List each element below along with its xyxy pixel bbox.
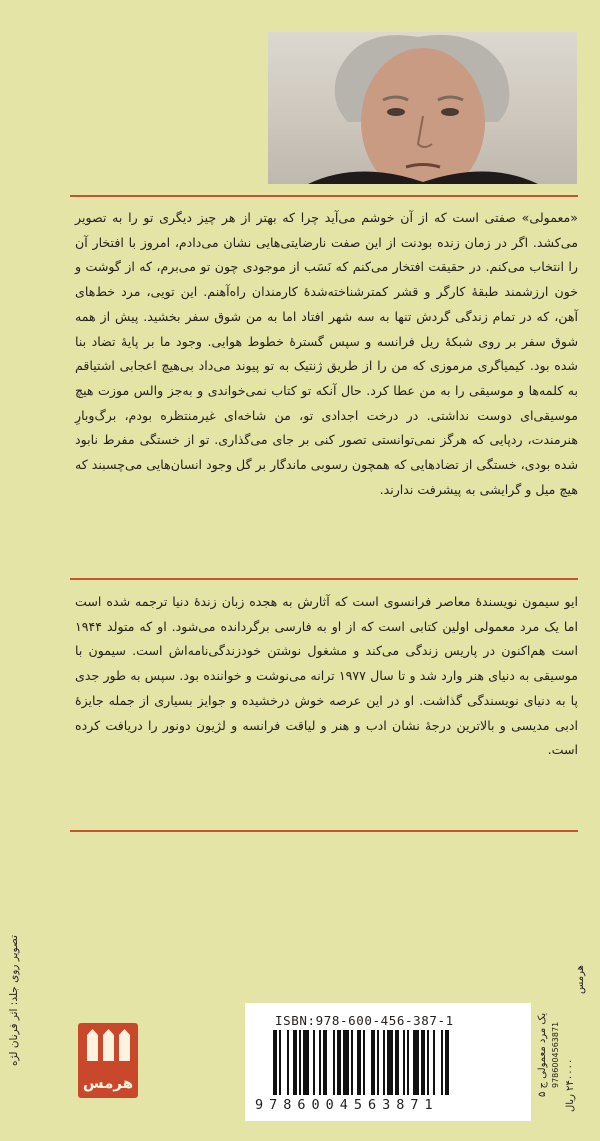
author-bio-paragraph: ایو سیمون نویسندهٔ معاصر فرانسوی است که آثارش به هجده زبان زندهٔ دنیا ترجمه شده است اما یک مرد معمولی اولین کتابی است که از او به فارسی برگردانده می‌شود. او که متولد ۱۹۴۴ است هم‌اکنون در پاریس زندگی می‌کند و مشغول نوشتن خودزندگی‌نامه‌اش است. سیمون با موسیقی به دنیای هنر وارد شد و تا سال ۱۹۷۷ ترانه می‌نوشت و خواننده بود. سپس به طور جدی پا به دنیای نویسندگی گذاشت. او در این عرصه خوش درخشیده و جوایز بسیاری از جمله جایزهٔ ادبی مدیسی و بالاترین درجهٔ نشان ادب و هنر و لیاقت فرانسه و لژیون دونور را دریافت کرده است. [75, 594, 579, 758]
bottom-divider [70, 830, 578, 832]
isbn-barcode-block [245, 1003, 531, 1121]
barcode-icon [271, 1030, 525, 1095]
middle-divider [70, 578, 578, 580]
barcode-digits: 9786004563871 [255, 1097, 439, 1113]
author-photo [268, 32, 577, 184]
isbn-label: ISBN:978-600-456-387-1 [275, 1013, 454, 1028]
blurb-paragraph: «معمولی» صفتی است که از آن خوشم می‌آید چرا که بهتر از هر چیز دیگری تو را به تصویر می‌کشد. اگر در زمان زنده بودنت از این صفت نارضایتی‌هایی نشان می‌دادم، امروز با افتخار آن را انتخاب می‌کنم. در حقیقت افتخار می‌کنم که نَسَب از موجودی چون تو می‌برم، که از گوشت و خون ارزشمند طبقهٔ کارگر و قشر کمترشناخته‌شدهٔ کارمندان راه‌آهنم. این تویی، مرد خط‌های آهن، که در تمام زندگی گردش تنها به سه شهر افتاد اما به من شوق سفر بخشید. پیش از همه شوق سفر بر روی شبکهٔ ریل فرانسه و سپس گسترهٔ خطوط هوایی. وجود ما بر پایهٔ تضاد بنا شده بود. کیمیاگری مرموزی که من را از طریق ژنتیک به تو پیوند می‌داد بی‌هیچ اعجابی اشتیاقم به کلمه‌ها و موسیقی را به من عطا کرد. حال آنکه تو کتاب نمی‌خواندی و به‌جز والس موزت هیچ موسیقی‌ای دوست نداشتی. در درخت اجدادی تو، من شاخه‌ای غیرمنتظره بودم، برگ‌وبارِ هنرمندت، ردپایی که هرگز نمی‌توانستی تصور کنی بر جای می‌گذاری. تو از خستگی مفرط نابود شده بودی، خستگی از تضادهایی که همچون رسوبی ماندگار بر گل وجود انسان‌هایی می‌چسبند که هیچ میل و گرایشی به پیشرفت ندارند. [75, 210, 578, 497]
side-price: ۲۴۰۰۰۰ ریال [565, 1058, 576, 1112]
cover-image-credit: تصویر روی جلد: اثر فرنان لژه [8, 934, 20, 1066]
top-divider [70, 195, 578, 197]
side-code-line: 9786004563871 [551, 1021, 560, 1089]
side-publisher: هرمس [575, 965, 586, 995]
side-title-line: یک مرد معمولی ج ۵ [537, 1012, 548, 1098]
publisher-name: هرمس [82, 1074, 134, 1092]
publisher-logo [78, 1023, 138, 1098]
